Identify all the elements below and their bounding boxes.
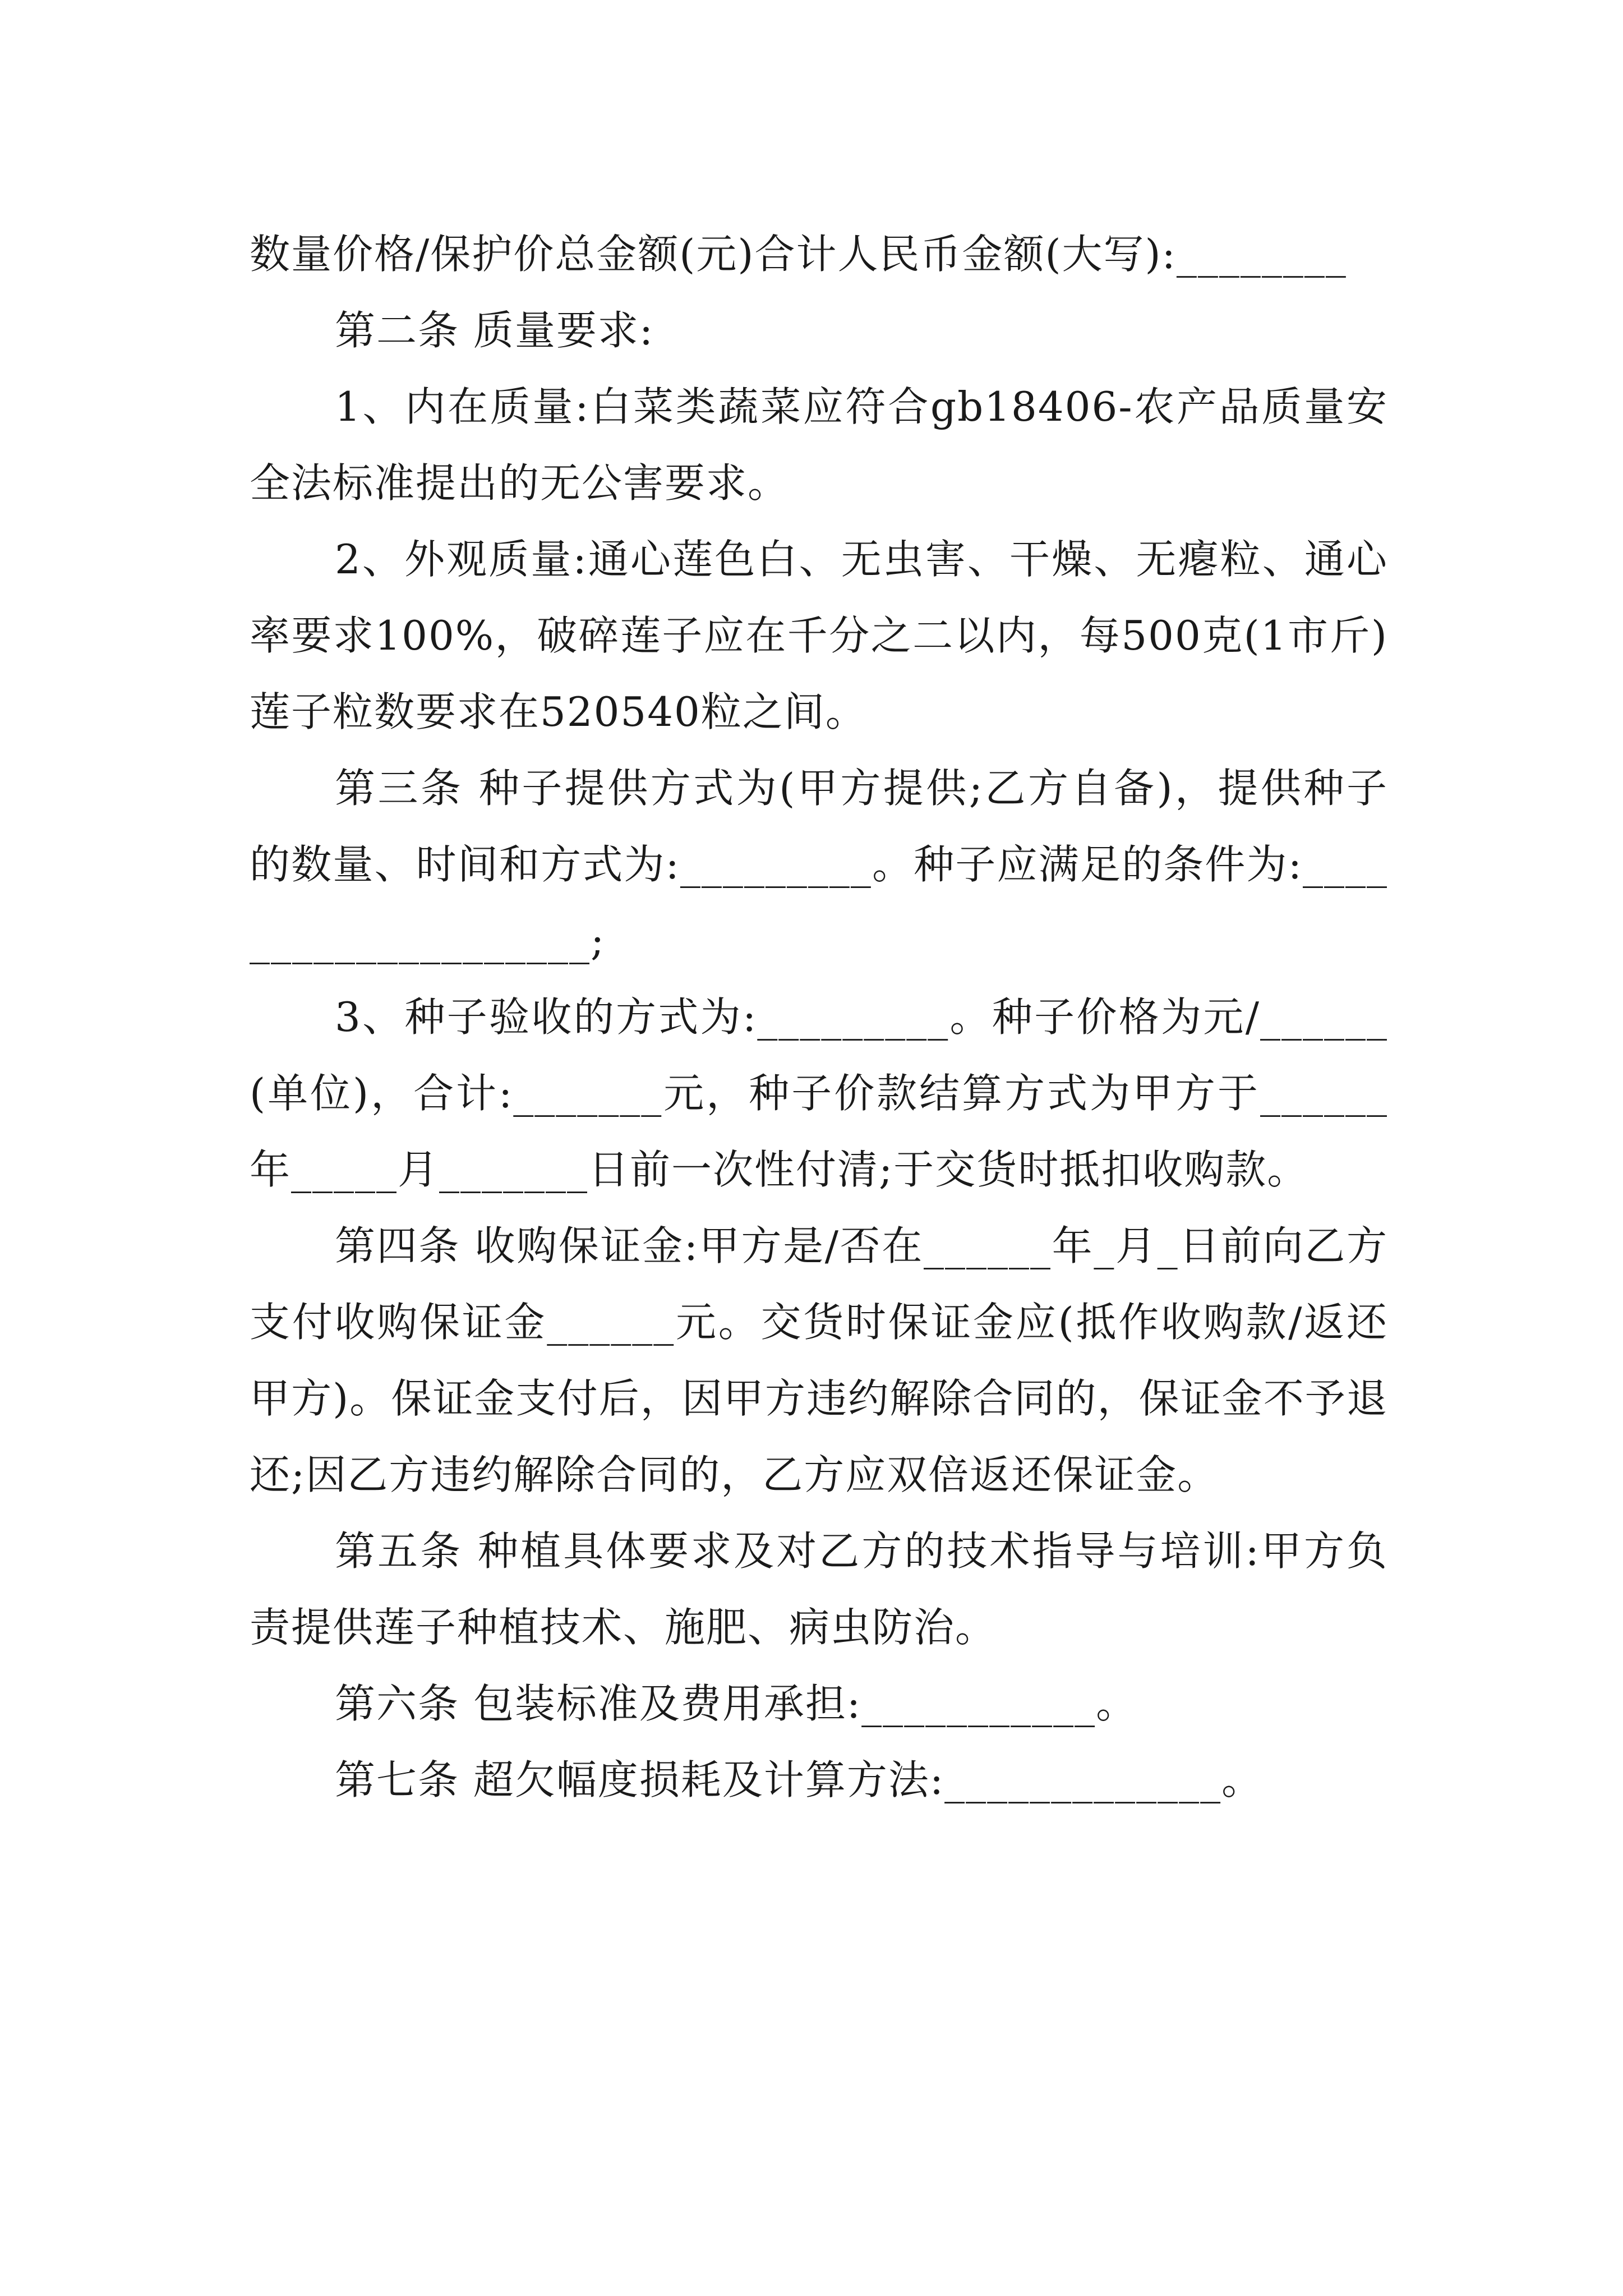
document-page (250, 216, 1388, 1818)
article-2-heading: 第二条 质量要求: (335, 307, 654, 354)
article-3-item-3: 3、种子验收的方式为:_________。种子价格为元/______(单位)，合计:_______元，种子价款结算方式为甲方于______年_____月_______日前一次性付清;于交货时抵扣收购款。 (250, 993, 1388, 1193)
article-5: 第五条 种植具体要求及对乙方的技术指导与培训:甲方负责提供莲子种植技术、施肥、病虫防治。 (250, 1527, 1388, 1651)
paragraph-price-total: 数量价格/保护价总金额(元)合计人民币金额(大写):________ (250, 231, 1347, 278)
article-2-item-2: 2、外观质量:通心莲色白、无虫害、干燥、无瘪粒、通心率要求100%，破碎莲子应在千分之二以内，每500克(1市斤)莲子粒数要求在520540粒之间。 (250, 536, 1388, 735)
article-7: 第七条 超欠幅度损耗及计算方法:_____________。 (335, 1756, 1264, 1803)
article-6: 第六条 包装标准及费用承担:___________。 (335, 1680, 1138, 1727)
article-2-item-1: 1、内在质量:白菜类蔬菜应符合gb18406-农产品质量安全法标准提出的无公害要求。 (250, 383, 1388, 507)
article-4: 第四条 收购保证金:甲方是/否在______年_月_日前向乙方支付收购保证金______元。交货时保证金应(抵作收购款/返还甲方)。保证金支付后，因甲方违约解除合同的，保证金不予退还;因乙方违约解除合同的，乙方应双倍返还保证金。 (250, 1222, 1388, 1498)
article-3: 第三条 种子提供方式为(甲方提供;乙方自备)，提供种子的数量、时间和方式为:_________。种子应满足的条件为:____________________; (250, 765, 1388, 964)
